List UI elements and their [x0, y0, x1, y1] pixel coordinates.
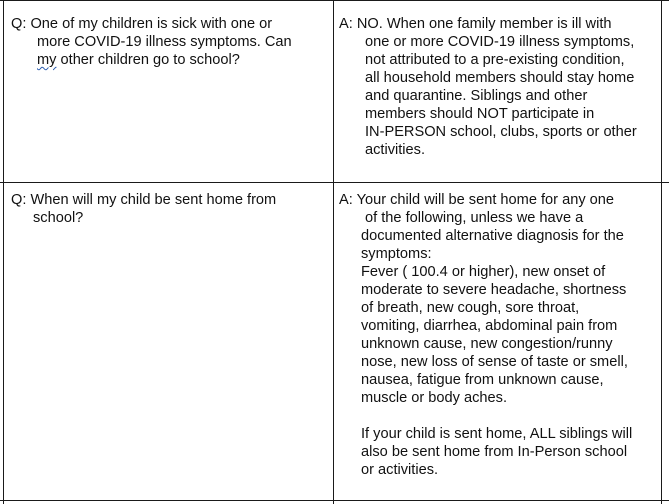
question-1-line-3: my other children go to school? — [37, 52, 240, 68]
spellcheck-marked-word: my — [37, 52, 57, 68]
question-1-line-1: Q: One of my children is sick with one or — [11, 16, 273, 32]
answer-1-line: IN-PERSON school, clubs, sports or other — [365, 124, 637, 140]
table-border-top — [0, 0, 669, 1]
question-1-line-2: more COVID-19 illness symptoms. Can — [37, 34, 292, 50]
answer-2-line: of breath, new cough, sore throat, — [361, 300, 580, 316]
answer-2-line: vomiting, diarrhea, abdominal pain from — [361, 318, 618, 334]
answer-2-line: also be sent home from In-Person school — [361, 444, 628, 460]
answer-2-line: symptoms: — [361, 246, 432, 262]
answer-1-line: one or more COVID-19 illness symptoms, — [365, 34, 635, 50]
table-border-right — [661, 0, 662, 504]
answer-2-line: or activities. — [361, 462, 439, 478]
question-cell-2 — [11, 191, 329, 227]
answer-2-line: muscle or body aches. — [361, 390, 508, 406]
answer-cell-1 — [339, 15, 659, 159]
table-border-left — [3, 0, 4, 504]
answer-2-blank-line — [361, 407, 659, 425]
answer-1-line: members should NOT participate in — [365, 106, 595, 122]
answer-2-line: Fever ( 100.4 or higher), new onset of — [361, 264, 606, 280]
answer-1-line: all household members should stay home — [365, 70, 635, 86]
answer-2-line: nausea, fatigue from unknown cause, — [361, 372, 604, 388]
answer-2-line: If your child is sent home, ALL siblings will — [361, 426, 633, 442]
answer-1-line-1: A: NO. When one family member is ill with — [339, 16, 612, 32]
table-border-row-divider — [0, 182, 669, 183]
answer-1-line: and quarantine. Siblings and other — [365, 88, 588, 104]
question-2-line-2: school? — [33, 210, 84, 226]
table-border-column-divider — [333, 0, 334, 504]
answer-2-line-2: of the following, unless we have a — [365, 210, 584, 226]
answer-2-line: unknown cause, new congestion/runny — [361, 336, 613, 352]
answer-2-line: moderate to severe headache, shortness — [361, 282, 627, 298]
table-border-bottom — [0, 500, 669, 501]
answer-2-line-1: A: Your child will be sent home for any one — [339, 192, 615, 208]
question-2-line-1: Q: When will my child be sent home from — [11, 192, 277, 208]
answer-2-line: nose, new loss of sense of taste or smell, — [361, 354, 628, 370]
answer-1-line: not attributed to a pre-existing condition, — [365, 52, 625, 68]
answer-cell-2 — [339, 191, 659, 479]
question-cell-1 — [11, 15, 329, 69]
answer-2-line: documented alternative diagnosis for the — [361, 228, 624, 244]
answer-1-line: activities. — [365, 142, 426, 158]
